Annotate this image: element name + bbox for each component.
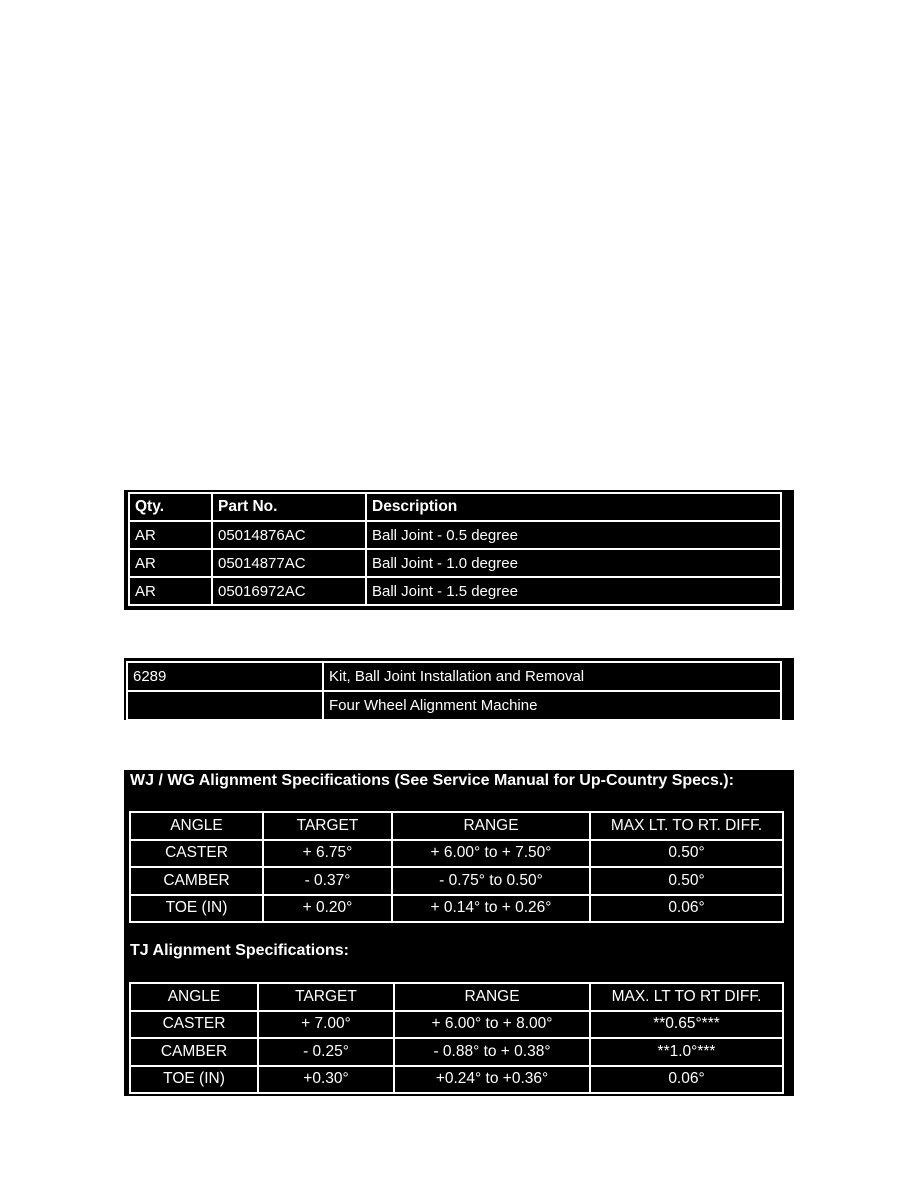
part-no-cell: 05016972AC [212, 577, 366, 605]
table-row [130, 1066, 783, 1094]
column-header-target: TARGET [258, 983, 394, 1011]
qty-cell: AR [129, 549, 212, 577]
column-header-angle: ANGLE [130, 983, 258, 1011]
column-header-max-diff: MAX. LT TO RT DIFF. [590, 983, 783, 1011]
tj-specs-title: TJ Alignment Specifications: [130, 942, 349, 959]
range-cell: + 6.00° to + 8.00° [394, 1011, 590, 1039]
tj-specs-table [129, 982, 784, 1094]
range-cell: + 6.00° to + 7.50° [392, 840, 590, 868]
table-row [130, 867, 783, 895]
angle-cell: TOE (IN) [130, 895, 263, 923]
part-no-cell: 05014877AC [212, 549, 366, 577]
table-row [130, 1011, 783, 1039]
max-diff-cell: 0.50° [590, 867, 783, 895]
target-cell: - 0.37° [263, 867, 392, 895]
tool-description-cell: Four Wheel Alignment Machine [323, 691, 781, 720]
qty-cell: AR [129, 577, 212, 605]
qty-cell: AR [129, 521, 212, 549]
column-header-part-no: Part No. [212, 493, 366, 521]
column-header-angle: ANGLE [130, 812, 263, 840]
tool-number-cell: 6289 [127, 662, 323, 691]
table-row [127, 662, 781, 691]
angle-cell: TOE (IN) [130, 1066, 258, 1094]
angle-cell: CASTER [130, 1011, 258, 1039]
table-row [130, 840, 783, 868]
tools-table [126, 661, 782, 721]
tool-description-cell: Kit, Ball Joint Installation and Removal [323, 662, 781, 691]
range-cell: + 0.14° to + 0.26° [392, 895, 590, 923]
range-cell: +0.24° to +0.36° [394, 1066, 590, 1094]
table-row [129, 521, 781, 549]
table-row [127, 691, 781, 720]
table-header-row [130, 983, 783, 1011]
table-row [130, 895, 783, 923]
max-diff-cell: **1.0°*** [590, 1038, 783, 1066]
column-header-range: RANGE [392, 812, 590, 840]
description-cell: Ball Joint - 1.0 degree [366, 549, 781, 577]
max-diff-cell: **0.65°*** [590, 1011, 783, 1039]
part-no-cell: 05014876AC [212, 521, 366, 549]
angle-cell: CAMBER [130, 1038, 258, 1066]
parts-table-panel [124, 490, 794, 610]
table-header-row [129, 493, 781, 521]
angle-cell: CASTER [130, 840, 263, 868]
wj-specs-table [129, 811, 784, 923]
angle-cell: CAMBER [130, 867, 263, 895]
wj-specs-title: WJ / WG Alignment Specifications (See Service Manual for Up-Country Specs.): [130, 772, 734, 789]
target-cell: + 7.00° [258, 1011, 394, 1039]
table-row [129, 577, 781, 605]
max-diff-cell: 0.50° [590, 840, 783, 868]
column-header-description: Description [366, 493, 781, 521]
max-diff-cell: 0.06° [590, 895, 783, 923]
column-header-target: TARGET [263, 812, 392, 840]
target-cell: + 0.20° [263, 895, 392, 923]
table-row [129, 549, 781, 577]
target-cell: - 0.25° [258, 1038, 394, 1066]
table-row [130, 1038, 783, 1066]
parts-table [128, 492, 782, 606]
tool-number-cell [127, 691, 323, 720]
alignment-specs-panel [124, 770, 794, 1096]
target-cell: +0.30° [258, 1066, 394, 1094]
target-cell: + 6.75° [263, 840, 392, 868]
description-cell: Ball Joint - 1.5 degree [366, 577, 781, 605]
table-header-row [130, 812, 783, 840]
tools-table-panel [124, 658, 794, 720]
column-header-qty: Qty. [129, 493, 212, 521]
column-header-range: RANGE [394, 983, 590, 1011]
description-cell: Ball Joint - 0.5 degree [366, 521, 781, 549]
column-header-max-diff: MAX LT. TO RT. DIFF. [590, 812, 783, 840]
max-diff-cell: 0.06° [590, 1066, 783, 1094]
range-cell: - 0.75° to 0.50° [392, 867, 590, 895]
range-cell: - 0.88° to + 0.38° [394, 1038, 590, 1066]
